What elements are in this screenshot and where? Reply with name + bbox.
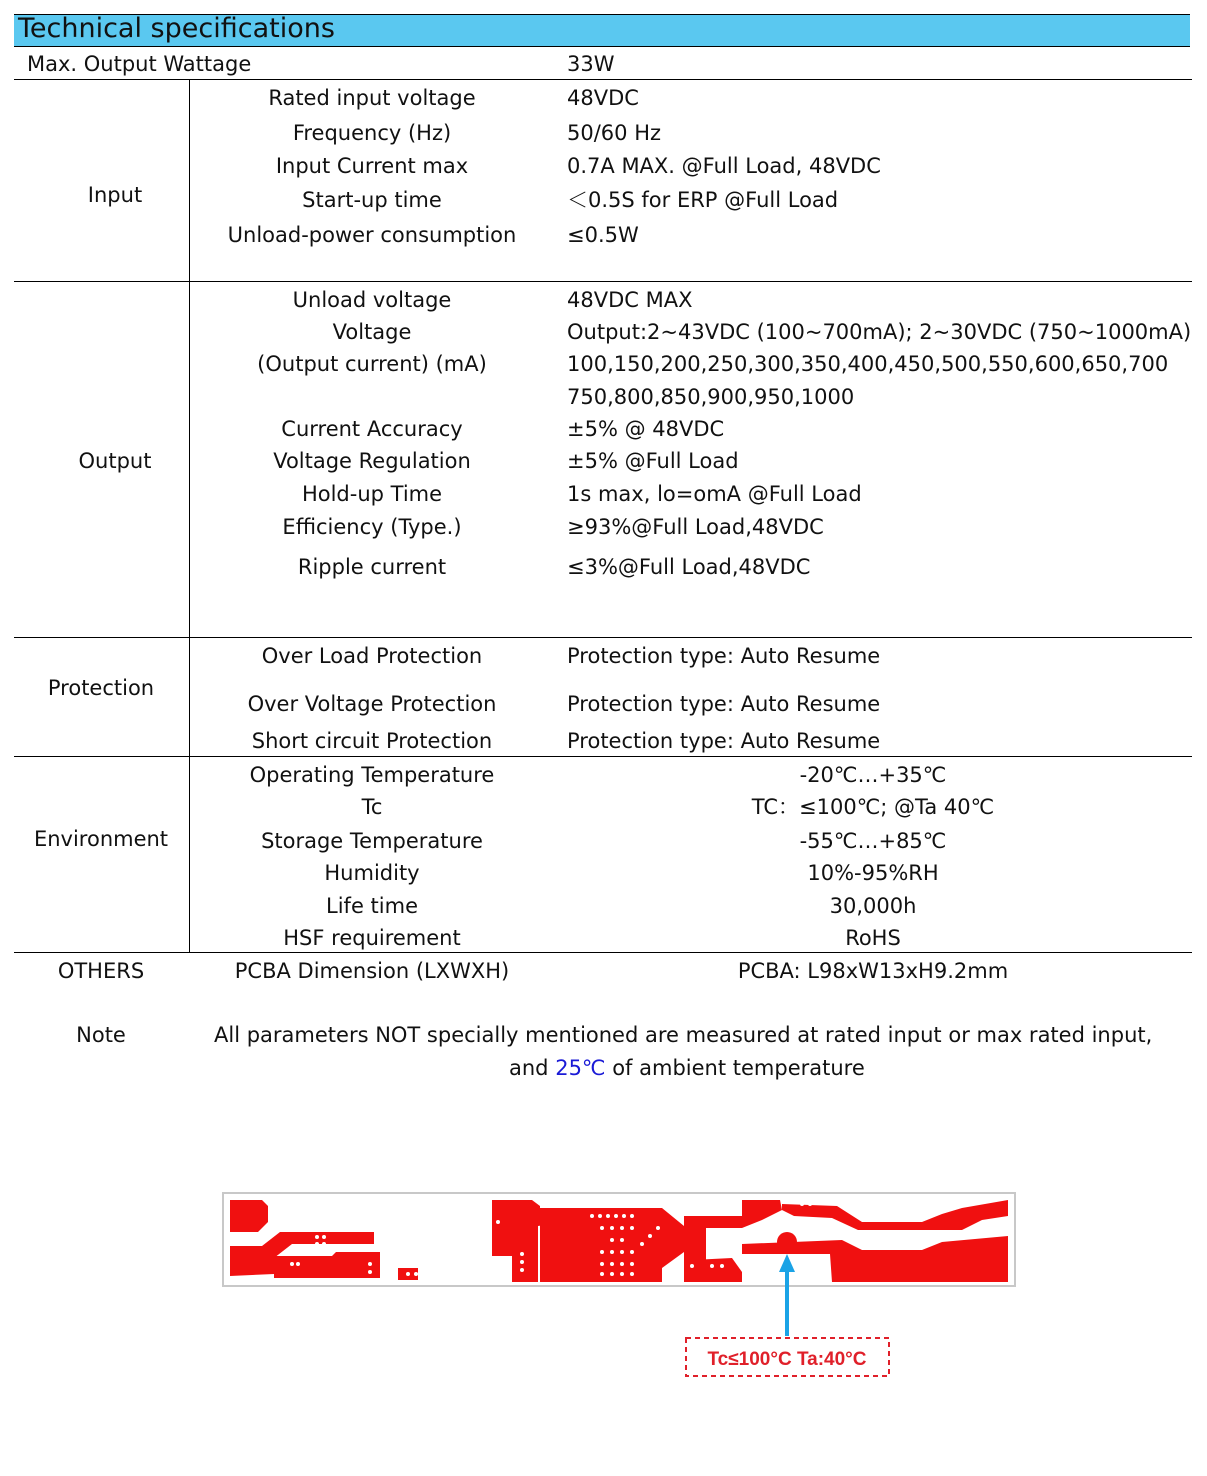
env-label-0: Operating Temperature [249, 763, 495, 787]
output-value-2: 100,150,200,250,300,350,400,450,500,550,600,650,700 [567, 352, 1169, 376]
input-value-4: ≤0.5W [567, 223, 639, 247]
protection-label-0: Over Load Protection [261, 644, 483, 668]
output-label-5: Voltage Regulation [273, 449, 471, 473]
section-output: Output [78, 449, 152, 473]
protection-value-0: Protection type: Auto Resume [567, 644, 881, 668]
output-label-7: Efficiency (Type.) [282, 515, 462, 539]
input-label-0: Rated input voltage [268, 86, 476, 110]
output-label-0: Unload voltage [292, 288, 452, 312]
max-output-label: Max. Output Wattage [27, 52, 252, 76]
env-value-3: 10%-95%RH [807, 861, 939, 885]
input-value-1: 50/60 Hz [567, 121, 662, 145]
input-label-2: Input Current max [275, 154, 469, 178]
output-value-0: 48VDC MAX [567, 288, 693, 312]
note-label: Note [76, 1023, 126, 1047]
callout-text: Tc≤100°C Ta:40°C [707, 1349, 867, 1370]
input-label-4: Unload-power consumption [227, 223, 517, 247]
section-environment: Environment [33, 827, 169, 851]
note-line-1: All parameters NOT specially mentioned are measured at rated input or max rated input, [214, 1023, 1153, 1047]
rule-protection-top [14, 637, 1192, 638]
protection-value-1: Protection type: Auto Resume [567, 692, 881, 716]
note-temperature-highlight: 25℃ [555, 1056, 606, 1080]
output-value-8: ≤3%@Full Load,48VDC [567, 555, 811, 579]
protection-value-2: Protection type: Auto Resume [567, 729, 881, 753]
env-label-3: Humidity [324, 861, 420, 885]
tc-measure-point [777, 1232, 797, 1252]
rule-output-top [14, 281, 1192, 282]
env-value-0: -20℃…+35℃ [799, 763, 947, 787]
section-others: OTHERS [57, 959, 145, 983]
env-value-5: RoHS [845, 926, 901, 950]
output-value-5: ±5% @Full Load [567, 449, 739, 473]
section-input: Input [87, 183, 143, 207]
output-label-1: Voltage [332, 320, 412, 344]
output-value-6: 1s max, lo=omA @Full Load [567, 482, 862, 506]
others-label: PCBA Dimension (LXWXH) [234, 959, 510, 983]
section-protection: Protection [47, 676, 155, 700]
protection-label-2: Short circuit Protection [251, 729, 493, 753]
env-label-1: Tc [361, 795, 383, 819]
output-label-4: Current Accuracy [281, 417, 463, 441]
env-value-1: TC：≤100℃; @Ta 40℃ [751, 795, 995, 819]
protection-label-1: Over Voltage Protection [247, 692, 497, 716]
input-value-3: ＜0.5S for ERP @Full Load [567, 188, 839, 212]
input-label-3: Start-up time [302, 188, 442, 212]
output-value-1: Output:2~43VDC (100~700mA); 2~30VDC (750~1000mA) [567, 320, 1192, 344]
output-value-7: ≥93%@Full Load,48VDC [567, 515, 824, 539]
pcb-diagram [222, 1192, 1022, 1392]
input-value-0: 48VDC [567, 86, 639, 110]
env-value-2: -55℃…+85℃ [799, 829, 947, 853]
env-label-4: Life time [326, 894, 418, 918]
column-divider [189, 80, 190, 952]
note-line-2-pre: and [509, 1056, 549, 1080]
output-value-3: 750,800,850,900,950,1000 [567, 385, 855, 409]
page-title: Technical specifications [18, 13, 335, 44]
output-value-4: ±5% @ 48VDC [567, 417, 725, 441]
others-value: PCBA: L98xW13xH9.2mm [737, 959, 1009, 983]
output-label-2: (Output current) (mA) [257, 352, 487, 376]
rule-others-top [14, 952, 1192, 953]
env-label-5: HSF requirement [283, 926, 461, 950]
input-label-1: Frequency (Hz) [292, 121, 452, 145]
input-value-2: 0.7A MAX. @Full Load, 48VDC [567, 154, 881, 178]
output-label-6: Hold-up Time [301, 482, 443, 506]
env-value-4: 30,000h [829, 894, 917, 918]
rule-input-top [14, 79, 1192, 80]
max-output-value: 33W [567, 52, 615, 76]
rule-environment-top [14, 756, 1192, 757]
output-label-8: Ripple current [297, 555, 447, 579]
env-label-2: Storage Temperature [261, 829, 483, 853]
note-line-2 [509, 1055, 865, 1081]
note-line-2-post: of ambient temperature [612, 1056, 865, 1080]
